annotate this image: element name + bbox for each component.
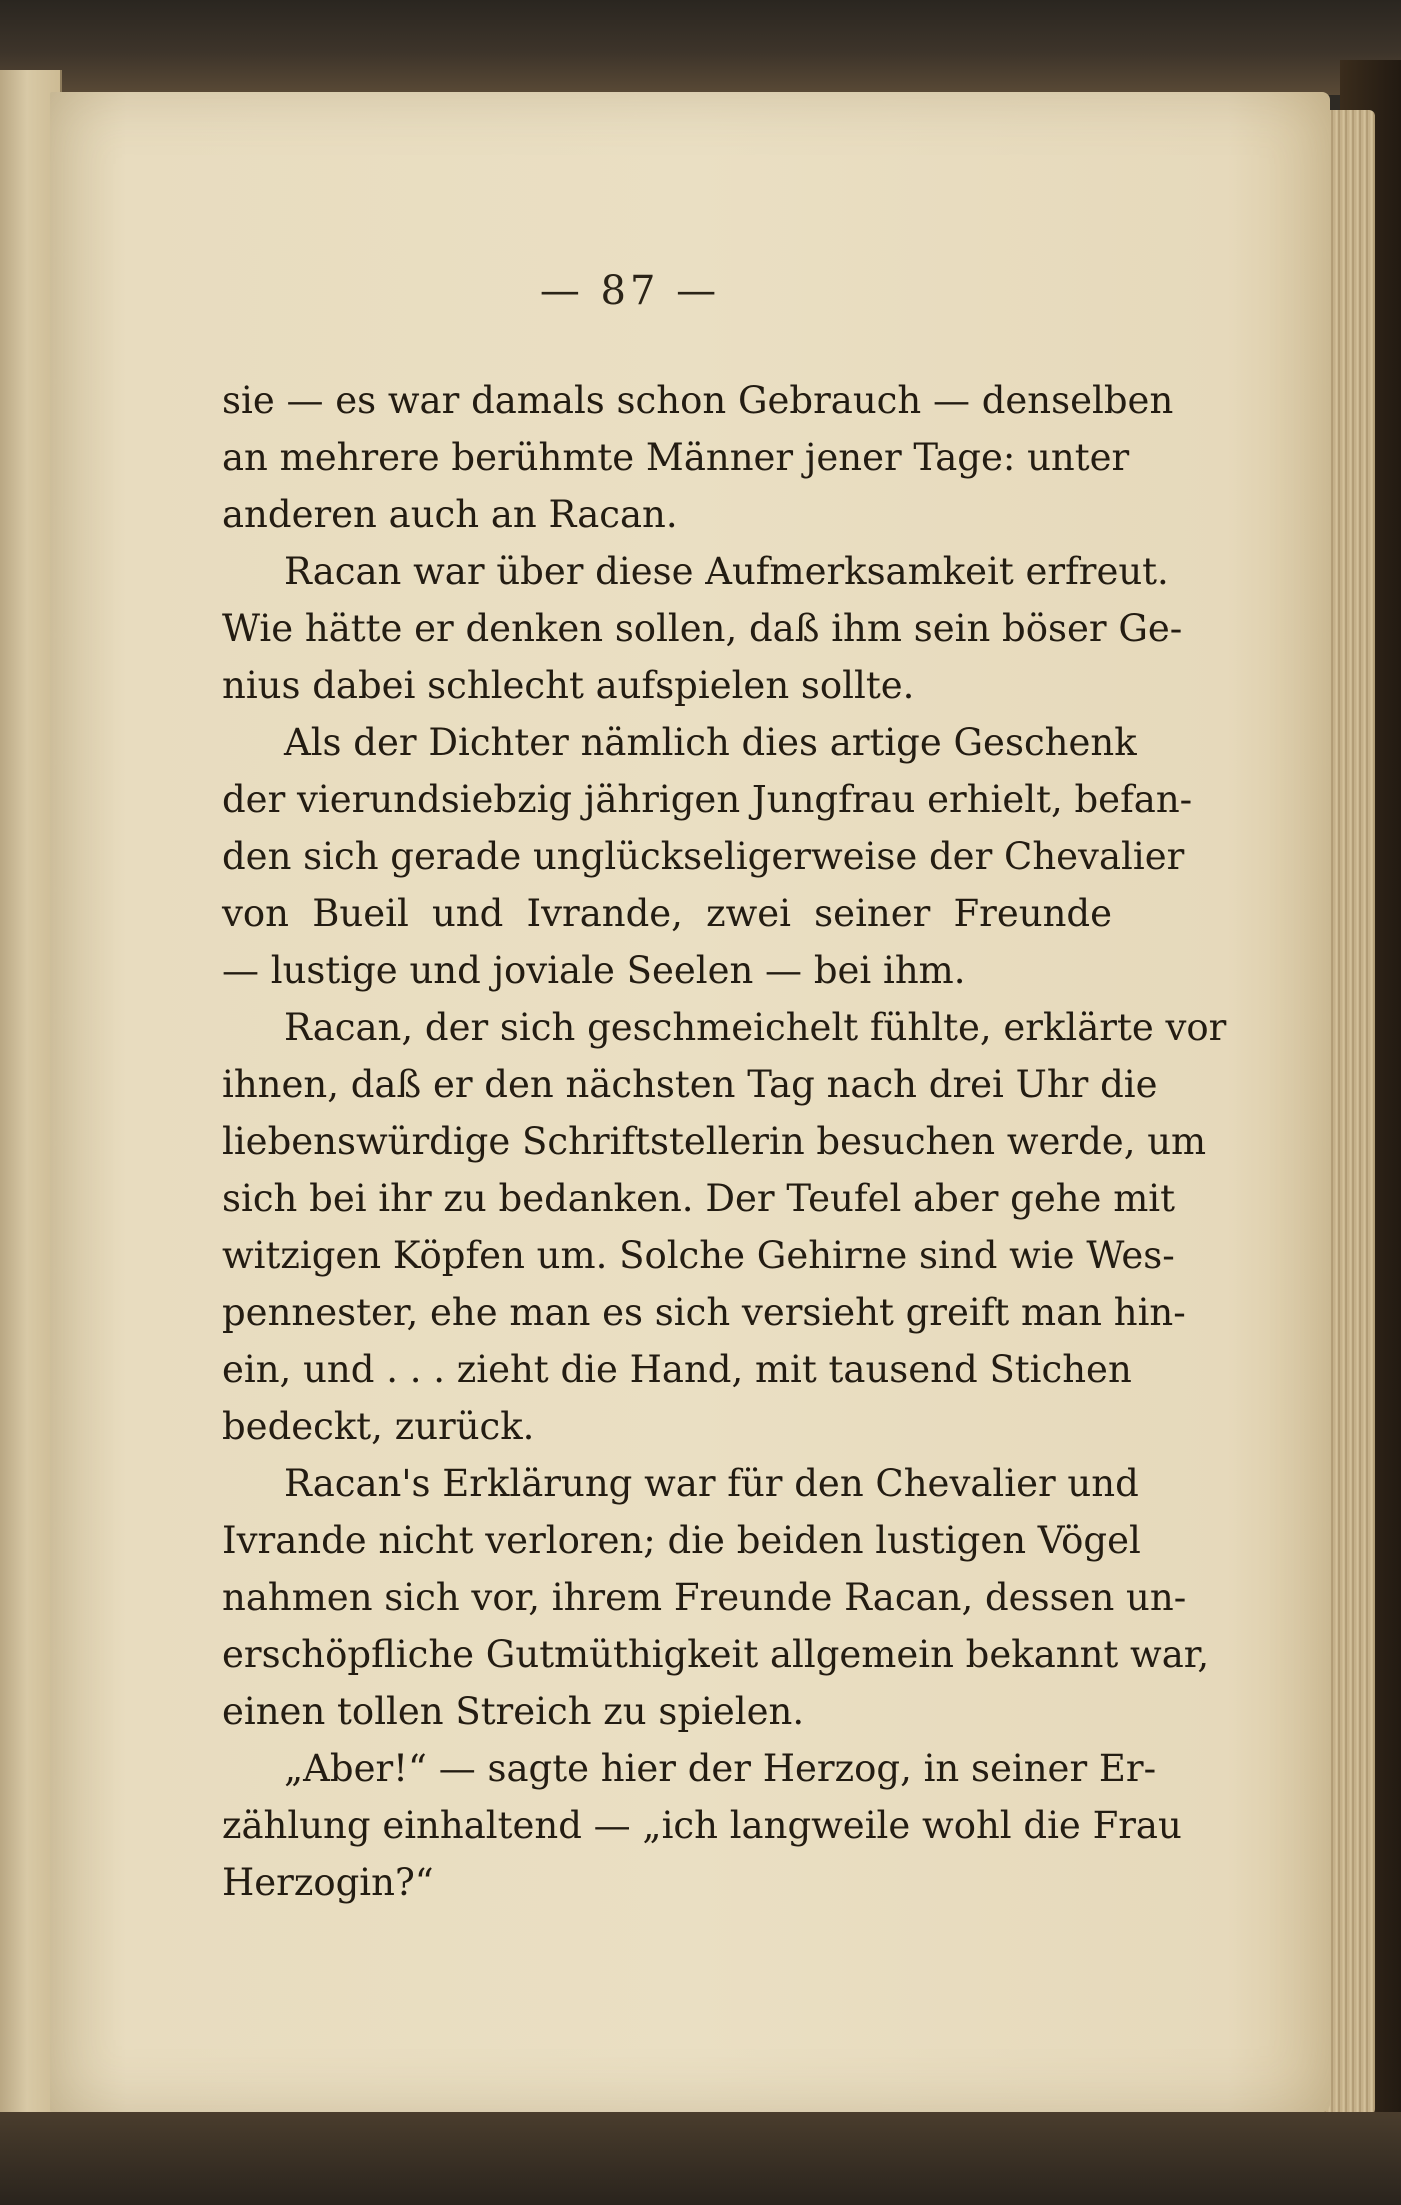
text-line: Als der Dichter nämlich dies artige Geschenk — [284, 721, 1137, 764]
text-line: einen tollen Streich zu spielen. — [222, 1690, 805, 1733]
paragraph-4 — [222, 999, 1227, 1455]
text-line: nius dabei schlecht aufspielen sollte. — [222, 664, 915, 707]
text-line: liebenswürdige Schriftstellerin besuchen werde, um — [222, 1120, 1207, 1163]
text-line: „Aber!“ — sagte hier der Herzog, in seiner Er- — [284, 1747, 1157, 1790]
text-line: Racan's Erklärung war für den Chevalier und — [284, 1462, 1139, 1505]
text-line: Wie hätte er denken sollen, daß ihm sein böser Ge- — [222, 607, 1183, 650]
paragraph-2 — [222, 543, 1183, 714]
text-line: zählung einhaltend — „ich langweile wohl die Frau — [222, 1804, 1182, 1847]
text-line: anderen auch an Racan. — [222, 493, 678, 536]
text-line: sich bei ihr zu bedanken. Der Teufel aber gehe mit — [222, 1177, 1176, 1220]
paragraph-3 — [222, 714, 1193, 999]
text-line: nahmen sich vor, ihrem Freunde Racan, dessen un- — [222, 1576, 1187, 1619]
text-line: ihnen, daß er den nächsten Tag nach drei Uhr die — [222, 1063, 1158, 1106]
text-line: an mehrere berühmte Männer jener Tage: unter — [222, 436, 1130, 479]
book-cover-bottom — [0, 2112, 1401, 2205]
page-text — [222, 372, 1227, 1911]
text-line: witzigen Köpfen um. Solche Gehirne sind wie Wes- — [222, 1234, 1175, 1277]
text-line: der vierundsiebzig jährigen Jungfrau erhielt, befan- — [222, 778, 1193, 821]
text-line: ein, und . . . zieht die Hand, mit tausend Stichen — [222, 1348, 1132, 1391]
text-line: bedeckt, zurück. — [222, 1405, 535, 1448]
text-line: erschöpfliche Gutmüthigkeit allgemein bekannt war, — [222, 1633, 1210, 1676]
text-line: Racan war über diese Aufmerksamkeit erfreut. — [284, 550, 1169, 593]
page-number: — 87 — — [539, 268, 721, 314]
book-cover-top — [0, 0, 1401, 95]
paragraph-1 — [222, 372, 1174, 543]
text-line: von Bueil und Ivrande, zwei seiner Freunde — [222, 892, 1112, 935]
text-line: pennester, ehe man es sich versieht greift man hin- — [222, 1291, 1186, 1334]
text-line: Herzogin?“ — [222, 1861, 434, 1904]
paragraph-5 — [222, 1455, 1210, 1740]
text-line: Racan, der sich geschmeichelt fühlte, erklärte vor — [284, 1006, 1227, 1049]
text-line: sie — es war damals schon Gebrauch — denselben — [222, 379, 1174, 422]
text-line: den sich gerade unglückseligerweise der Chevalier — [222, 835, 1185, 878]
paragraph-6 — [222, 1740, 1182, 1911]
text-line: Ivrande nicht verloren; die beiden lustigen Vögel — [222, 1519, 1141, 1562]
text-line: — lustige und joviale Seelen — bei ihm. — [222, 949, 966, 992]
